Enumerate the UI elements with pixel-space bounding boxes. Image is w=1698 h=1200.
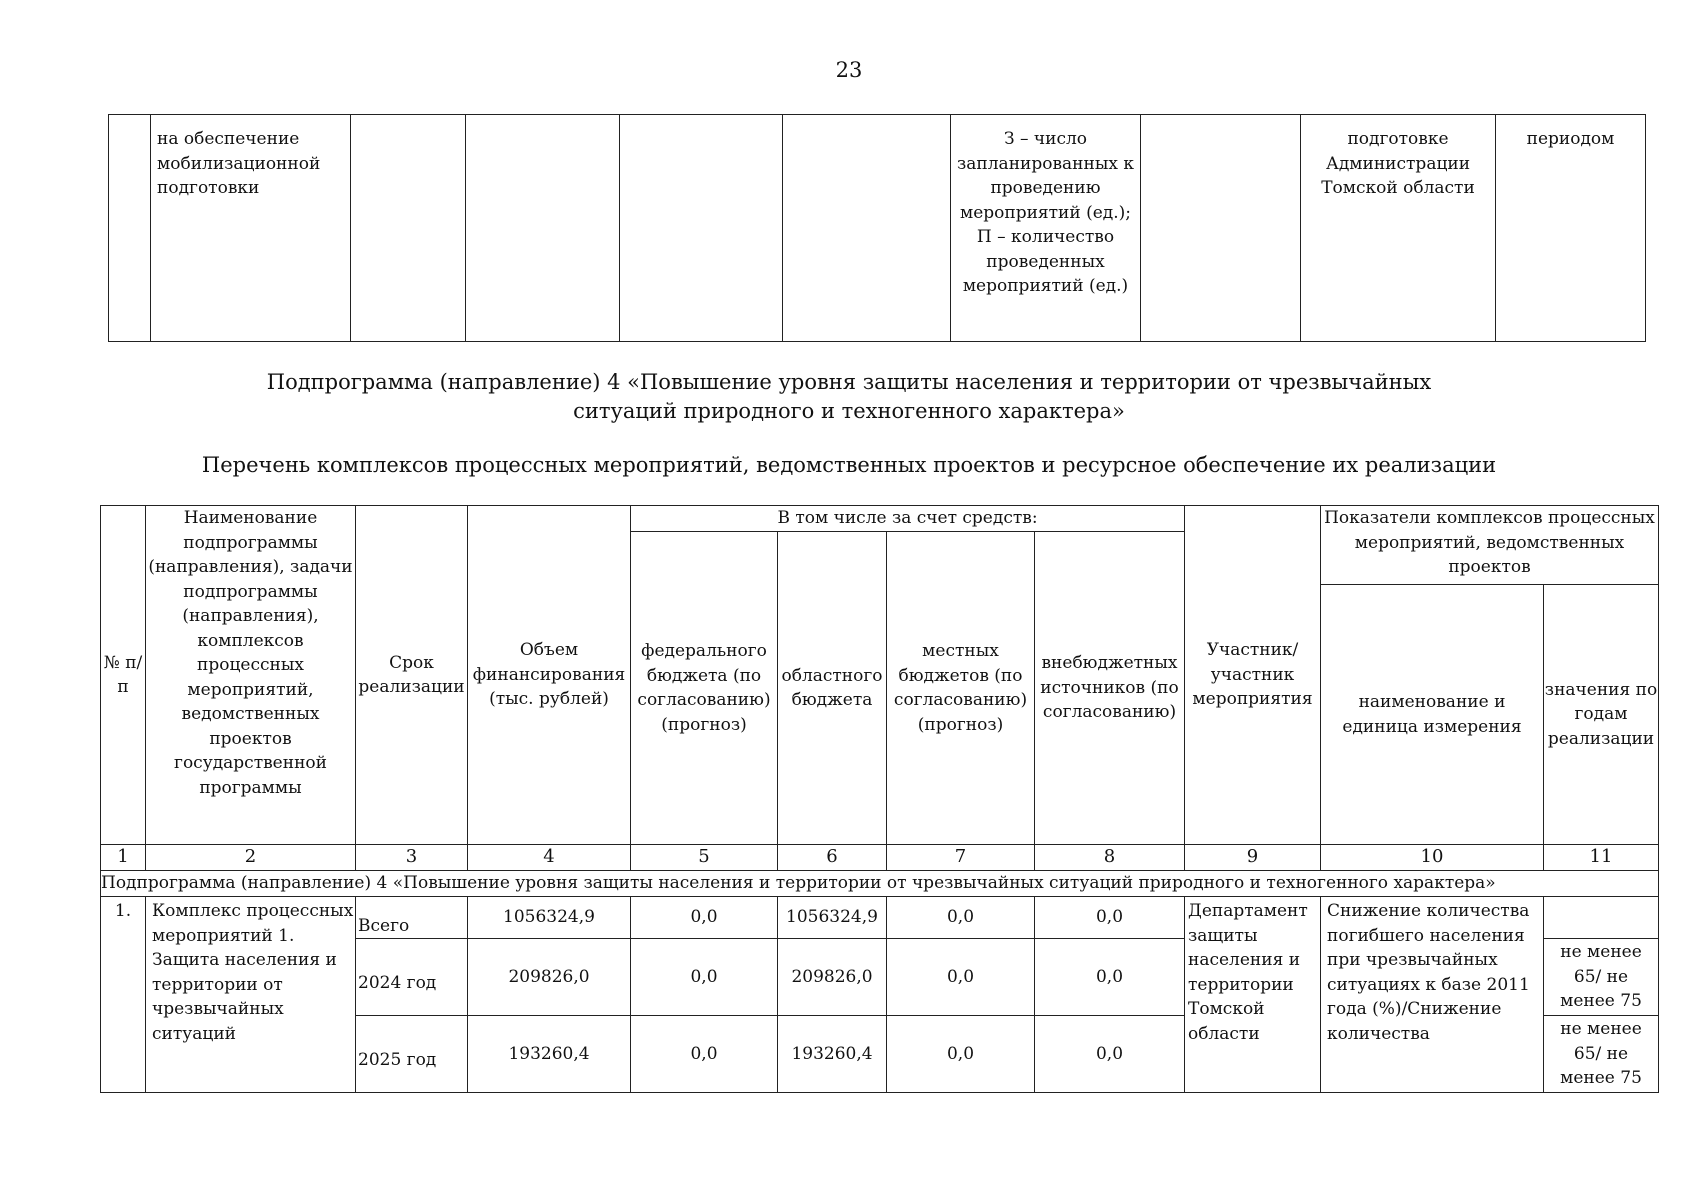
item-indicator: Снижение количества погибшего населения при чрезвычайных ситуациях к базе 2011 года (%)/Снижение количества (1321, 897, 1544, 1093)
row-value: не менее 65/ не менее 75 (1544, 939, 1659, 1016)
header-term: Срок реализации (356, 506, 468, 845)
col-number: 3 (356, 845, 468, 871)
row-extra: 0,0 (1035, 939, 1185, 1016)
col-number: 11 (1544, 845, 1659, 871)
table-row (101, 897, 1659, 939)
header-indicators: Показатели комплексов процессных мероприятий, ведомственных проектов (1321, 506, 1659, 585)
row-federal: 0,0 (631, 939, 778, 1016)
header-name: Наименование подпрограммы (направления), задачи подпрограммы (направления), комплексов процессных мероприятий, ведомственных проектов государственной программы (146, 506, 356, 845)
list-heading: Перечень комплексов процессных мероприятий, ведомственных проектов и ресурсное обеспечение их реализации (201, 453, 1497, 477)
header-ind-name: наименование и единица измерения (1321, 585, 1544, 845)
page-number: 23 (835, 58, 863, 82)
col-number: 10 (1321, 845, 1544, 871)
header-num: № п/п (101, 506, 146, 845)
row-regional: 1056324,9 (778, 897, 887, 939)
row-local: 0,0 (887, 897, 1035, 939)
row-local: 0,0 (887, 939, 1035, 1016)
col-number: 9 (1185, 845, 1321, 871)
col-number: 5 (631, 845, 778, 871)
row-volume: 209826,0 (468, 939, 631, 1016)
col-number: 1 (101, 845, 146, 871)
row-local: 0,0 (887, 1016, 1035, 1093)
row-federal: 0,0 (631, 1016, 778, 1093)
header-including: В том числе за счет средств: (631, 506, 1185, 532)
column-number-row (101, 845, 1659, 871)
header-regional: областного бюджета (778, 532, 887, 845)
cont-cell-period: периодом (1496, 115, 1646, 342)
header-volume: Объем финансирования (тыс. рублей) (468, 506, 631, 845)
main-table (100, 505, 1659, 1093)
row-volume: 1056324,9 (468, 897, 631, 939)
row-extra: 0,0 (1035, 1016, 1185, 1093)
item-participant: Департамент защиты населения и территории Томской области (1185, 897, 1321, 1093)
subprogram-heading: Подпрограмма (направление) 4 «Повышение уровня защиты населения и территории от чрезвычайных ситуаций природного и техногенного характера» (266, 370, 1432, 423)
cont-cell-1 (109, 115, 151, 342)
header-participant: Участник/ участник мероприятия (1185, 506, 1321, 845)
row-term: 2025 год (356, 1016, 468, 1093)
continuation-table (108, 114, 1646, 342)
cont-cell-participant: подготовке Администрации Томской области (1301, 115, 1496, 342)
row-term: Всего (356, 897, 468, 939)
col-number: 7 (887, 845, 1035, 871)
row-volume: 193260,4 (468, 1016, 631, 1093)
row-federal: 0,0 (631, 897, 778, 939)
col-number: 2 (146, 845, 356, 871)
header-local: местных бюджетов (по согласованию) (прогноз) (887, 532, 1035, 845)
header-federal: федерального бюджета (по согласованию) (прогноз) (631, 532, 778, 845)
item-number: 1. (101, 897, 146, 1093)
subprogram-row: Подпрограмма (направление) 4 «Повышение уровня защиты населения и территории от чрезвычайных ситуаций природного и техногенного характера» (101, 871, 1659, 897)
row-extra: 0,0 (1035, 897, 1185, 939)
item-name: Комплекс процессных мероприятий 1. Защита населения и территории от чрезвычайных ситуаций (146, 897, 356, 1093)
cont-cell-formula: З – число запланированных к проведению мероприятий (ед.); П – количество проведенных мероприятий (ед.) (951, 115, 1141, 342)
row-term: 2024 год (356, 939, 468, 1016)
row-regional: 209826,0 (778, 939, 887, 1016)
col-number: 8 (1035, 845, 1185, 871)
row-regional: 193260,4 (778, 1016, 887, 1093)
row-value (1544, 897, 1659, 939)
cont-cell-name: на обеспечение мобилизационной подготовки (151, 115, 351, 342)
header-extra: внебюджетных источников (по согласованию) (1035, 532, 1185, 845)
col-number: 4 (468, 845, 631, 871)
col-number: 6 (778, 845, 887, 871)
row-value: не менее 65/ не менее 75 (1544, 1016, 1659, 1093)
header-ind-values: значения по годам реализации (1544, 585, 1659, 845)
